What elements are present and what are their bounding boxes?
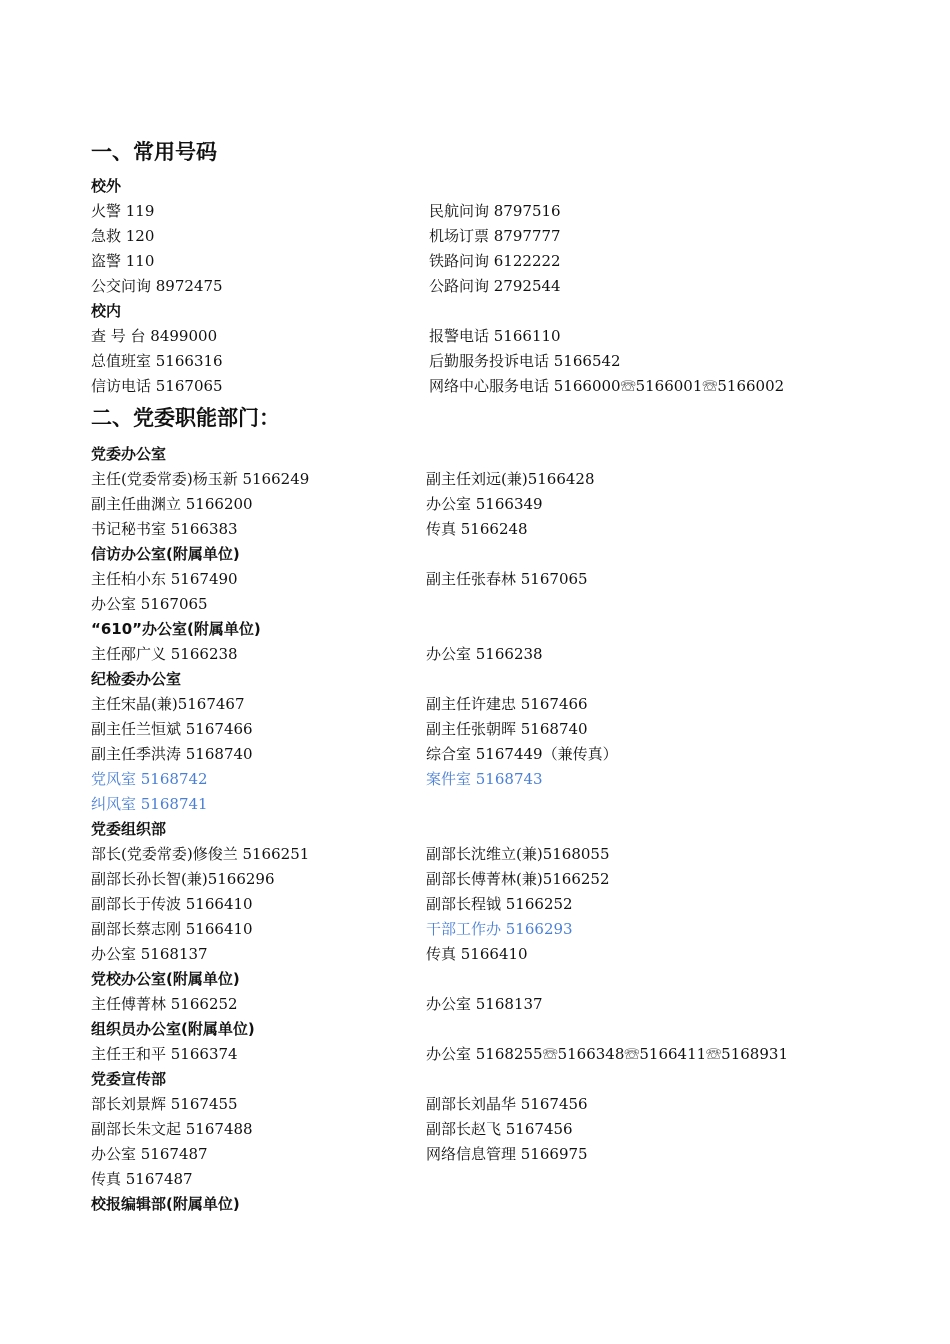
list-item: [91, 467, 891, 492]
entry-left: 办公室 5168137: [91, 945, 208, 963]
department-heading: 党委组织部: [91, 820, 167, 838]
entry-right: 办公室 5168137: [426, 995, 543, 1013]
entry-right: 后勤服务投诉电话 5166542: [429, 352, 621, 370]
entry-left: 副主任兰恒斌 5167466: [91, 720, 253, 738]
entry-right[interactable]: 案件室 5168743: [426, 770, 543, 788]
entry-left: 信访电话 5167065: [91, 377, 223, 395]
list-item: [91, 867, 891, 892]
entry-right: 副主任刘远(兼)5166428: [426, 470, 595, 488]
phone-directory: [91, 137, 891, 1217]
entry-left: 办公室 5167065: [91, 595, 208, 613]
list-item: [91, 324, 891, 349]
list-item: [91, 992, 891, 1017]
entry-left: 副部长蔡志刚 5166410: [91, 920, 253, 938]
entry-right: 传真 5166410: [426, 945, 528, 963]
entry-left: 查 号 台 8499000: [91, 327, 218, 345]
entry-left: 主任邴广义 5166238: [91, 645, 238, 663]
entry-left[interactable]: 纠风室 5168741: [91, 795, 208, 813]
entry-right: 报警电话 5166110: [429, 327, 561, 345]
list-item: [91, 374, 891, 399]
department-heading: “610”办公室(附属单位): [91, 620, 261, 638]
list-item: [91, 592, 891, 617]
off-campus-heading: 校外: [91, 177, 122, 195]
entry-left: 副主任季洪涛 5168740: [91, 745, 253, 763]
department-heading: 组织员办公室(附属单位): [91, 1020, 255, 1038]
list-item: [91, 742, 891, 767]
entry-left: 公交问询 8972475: [91, 277, 223, 295]
entry-left: 副主任曲渊立 5166200: [91, 495, 253, 513]
department-heading: 纪检委办公室: [91, 670, 182, 688]
list-item: [91, 224, 891, 249]
list-item: [91, 1117, 891, 1142]
entry-left: 总值班室 5166316: [91, 352, 223, 370]
list-item: [91, 349, 891, 374]
list-item: [91, 249, 891, 274]
list-item: [91, 642, 891, 667]
entry-left[interactable]: 党风室 5168742: [91, 770, 208, 788]
entry-right: 副主任许建忠 5167466: [426, 695, 588, 713]
entry-left: 部长(党委常委)修俊兰 5166251: [91, 845, 310, 863]
entry-right[interactable]: 干部工作办 5166293: [426, 920, 573, 938]
on-campus-heading: 校内: [91, 302, 122, 320]
entry-left: 主任柏小东 5167490: [91, 570, 238, 588]
list-item: [91, 792, 891, 817]
department-heading: 信访办公室(附属单位): [91, 545, 240, 563]
list-item: [91, 1142, 891, 1167]
entry-right: 综合室 5167449（兼传真）: [426, 745, 618, 763]
entry-right: 副部长刘晶华 5167456: [426, 1095, 588, 1113]
entry-left: 副部长朱文起 5167488: [91, 1120, 253, 1138]
entry-left: 书记秘书室 5166383: [91, 520, 238, 538]
list-item: [91, 892, 891, 917]
list-item: [91, 492, 891, 517]
entry-right: 副部长沈维立(兼)5168055: [426, 845, 610, 863]
list-item: [91, 1042, 891, 1067]
list-item: [91, 1092, 891, 1117]
list-item: [91, 567, 891, 592]
entry-left: 部长刘景辉 5167455: [91, 1095, 238, 1113]
list-item: [91, 1167, 891, 1192]
department-heading: 党校办公室(附属单位): [91, 970, 240, 988]
department-heading: 党委宣传部: [91, 1070, 167, 1088]
list-item: [91, 917, 891, 942]
department-list: [91, 442, 891, 1217]
entry-right: 办公室 5166238: [426, 645, 543, 663]
department-heading: 校报编辑部(附属单位): [91, 1195, 240, 1213]
entry-left: 传真 5167487: [91, 1170, 193, 1188]
entry-right: 办公室 5168255☏5166348☏5166411☏5168931: [426, 1045, 788, 1063]
department-group: [91, 667, 891, 817]
entry-left: 主任(党委常委)杨玉新 5166249: [91, 470, 310, 488]
entry-right: 办公室 5166349: [426, 495, 543, 513]
department-group: [91, 1192, 891, 1217]
on-campus-block: [91, 299, 891, 399]
entry-right: 网络中心服务电话 5166000☏5166001☏5166002: [429, 377, 785, 395]
list-item: [91, 842, 891, 867]
department-group: [91, 442, 891, 542]
entry-left: 副部长孙长智(兼)5166296: [91, 870, 275, 888]
list-item: [91, 199, 891, 224]
section2-title: 二、党委职能部门：: [91, 406, 280, 430]
section1-title: 一、常用号码: [91, 140, 217, 164]
entry-left: 主任王和平 5166374: [91, 1045, 238, 1063]
department-group: [91, 817, 891, 967]
entry-right: 公路问询 2792544: [429, 277, 561, 295]
entry-right: 网络信息管理 5166975: [426, 1145, 588, 1163]
entry-right: 民航问询 8797516: [429, 202, 561, 220]
list-item: [91, 767, 891, 792]
department-heading: 党委办公室: [91, 445, 167, 463]
list-item: [91, 517, 891, 542]
list-item: [91, 692, 891, 717]
entry-right: 副部长傅菁林(兼)5166252: [426, 870, 610, 888]
entry-right: 副主任张春林 5167065: [426, 570, 588, 588]
entry-left: 主任宋晶(兼)5167467: [91, 695, 245, 713]
department-group: [91, 1017, 891, 1067]
department-group: [91, 1067, 891, 1192]
entry-right: 副主任张朝晖 5168740: [426, 720, 588, 738]
entry-right: 副部长赵飞 5167456: [426, 1120, 573, 1138]
entry-left: 副部长于传波 5166410: [91, 895, 253, 913]
entry-right: 机场订票 8797777: [429, 227, 561, 245]
list-item: [91, 717, 891, 742]
list-item: [91, 942, 891, 967]
department-group: [91, 967, 891, 1017]
list-item: [91, 274, 891, 299]
entry-left: 火警 119: [91, 202, 155, 220]
entry-left: 盗警 110: [91, 252, 155, 270]
entry-left: 办公室 5167487: [91, 1145, 208, 1163]
department-group: [91, 617, 891, 667]
off-campus-block: [91, 174, 891, 299]
entry-right: 副部长程钺 5166252: [426, 895, 573, 913]
department-group: [91, 542, 891, 617]
entry-right: 铁路问询 6122222: [429, 252, 561, 270]
entry-left: 急救 120: [91, 227, 155, 245]
entry-right: 传真 5166248: [426, 520, 528, 538]
entry-left: 主任傅菁林 5166252: [91, 995, 238, 1013]
